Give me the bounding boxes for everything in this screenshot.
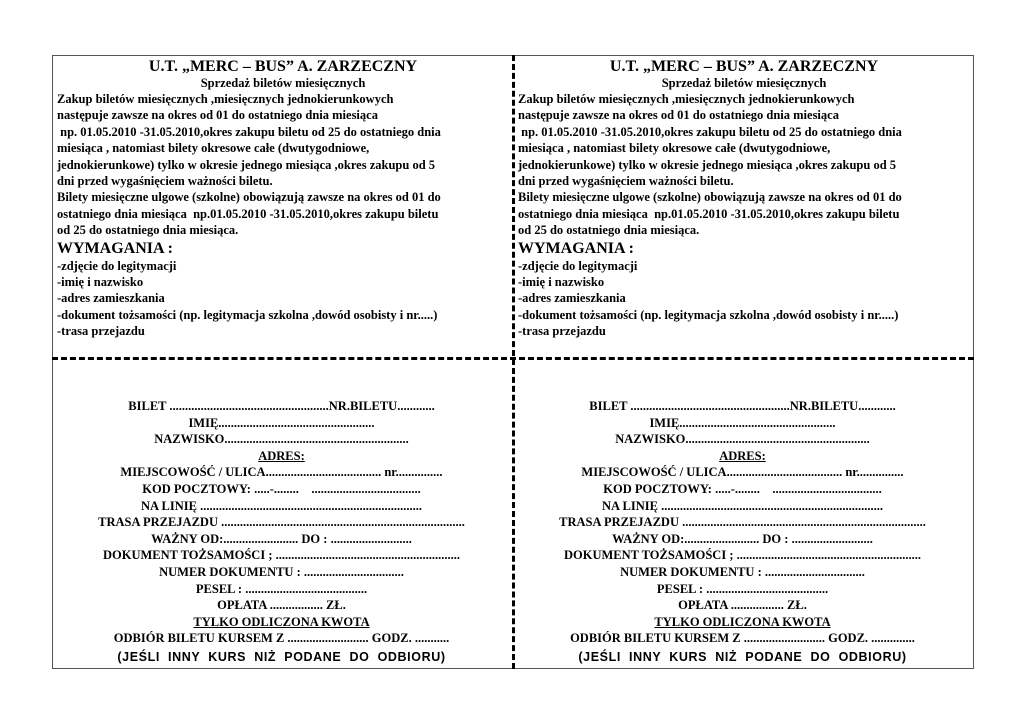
info-line: miesiąca , natomiast bilety okresowe całe (dwutygodniowe, [57,141,370,156]
pesel-field[interactable]: PESEL : ....................................... [195,581,368,596]
postal-code-field[interactable]: KOD POCZTOWY: .....-........ ................................... [142,481,421,496]
id-document-field[interactable]: DOKUMENT TOŻSAMOŚCI ; ........................................................... [103,548,460,563]
requirement-item: -zdjęcie do legitymacji [518,258,638,273]
requirement-item: -dokument tożsamości (np. legitymacja szkolna ,dowód osobisty i nr.....) [57,307,438,322]
requirement-item: -adres zamieszkania [57,291,165,306]
info-line: np. 01.05.2010 -31.05.2010,okres zakupu biletu od 25 do ostatniego dnia [57,124,441,139]
horizontal-cut-line [52,357,974,360]
company-title: U.T. „MERC – BUS” A. ZARZECZNY [609,58,879,75]
document-number-field[interactable]: NUMER DOKUMENTU : ................................ [620,564,865,579]
requirement-item: -imię i nazwisko [57,275,144,290]
id-document-field[interactable]: DOKUMENT TOŻSAMOŚCI ; ........................................................... [564,548,921,563]
address-heading: ADRES: [258,448,305,463]
exact-amount-note: TYLKO ODLICZONA KWOTA [193,614,370,629]
info-line: Bilety miesięczne ulgowe (szkolne) obowiązują zawsze na okres od 01 do [57,190,441,205]
info-line: Zakup biletów miesięcznych ,miesięcznych jednokierunkowych [57,92,394,106]
pickup-note: (JEŚLI INNY KURS NIŻ PODANE DO ODBIORU) [117,649,446,664]
city-street-field[interactable]: MIEJSCOWOŚĆ / ULICA..................................... nr............... [120,465,443,480]
info-line: następuje zawsze na okres od 01 do ostatniego dnia miesiąca [57,108,378,123]
info-line: dni przed wygaśnięciem ważności biletu. [57,174,273,189]
pickup-field[interactable]: ODBIÓR BILETU KURSEM Z .......................... GODZ. ........... [113,631,450,646]
city-street-field[interactable]: MIEJSCOWOŚĆ / ULICA..................................... nr............... [581,465,904,480]
ticket-form-right [515,398,970,666]
ticket-form-left [54,398,509,666]
requirement-item: -dokument tożsamości (np. legitymacja szkolna ,dowód osobisty i nr.....) [518,307,899,322]
address-heading: ADRES: [719,448,766,463]
company-title: U.T. „MERC – BUS” A. ZARZECZNY [148,58,418,75]
pickup-note: (JEŚLI INNY KURS NIŻ PODANE DO ODBIORU) [578,649,907,664]
info-line: jednokierunkowe) tylko w okresie jednego miesiąca ,okres zakupu od 5 [57,157,436,172]
ticket-number-field[interactable]: BILET ...................................................NR.BILETU............ [589,399,896,413]
subtitle: Sprzedaż biletów miesięcznych [200,76,366,90]
info-line: Zakup biletów miesięcznych ,miesięcznych jednokierunkowych [518,92,855,106]
info-line: od 25 do ostatniego dnia miesiąca. [518,223,700,238]
fee-field[interactable]: OPŁATA ................. ZŁ. [678,598,807,613]
postal-code-field[interactable]: KOD POCZTOWY: .....-........ ................................... [603,481,882,496]
requirements-list [57,258,509,340]
info-line: miesiąca , natomiast bilety okresowe całe (dwutygodniowe, [518,141,831,156]
pickup-field[interactable]: ODBIÓR BILETU KURSEM Z .......................... GODZ. .............. [570,631,915,646]
info-line: od 25 do ostatniego dnia miesiąca. [57,223,239,238]
info-line: ostatniego dnia miesiąca np.01.05.2010 -31.05.2010,okres zakupu biletu [57,206,439,221]
route-field[interactable]: TRASA PRZEJAZDU .............................................................................. [559,515,926,530]
ticket-number-field[interactable]: BILET ...................................................NR.BILETU............ [128,399,435,413]
info-line: jednokierunkowe) tylko w okresie jednego miesiąca ,okres zakupu od 5 [518,157,897,172]
info-line: np. 01.05.2010 -31.05.2010,okres zakupu biletu od 25 do ostatniego dnia [518,124,902,139]
first-name-field[interactable]: IMIĘ.................................................. [649,415,836,430]
info-paragraph [518,91,970,239]
subtitle: Sprzedaż biletów miesięcznych [661,76,827,90]
exact-amount-note: TYLKO ODLICZONA KWOTA [654,614,831,629]
last-name-field[interactable]: NAZWISKO........................................................... [615,432,870,447]
validity-field[interactable]: WAŻNY OD:........................ DO : .......................... [151,531,412,546]
info-line: ostatniego dnia miesiąca np.01.05.2010 -31.05.2010,okres zakupu biletu [518,206,900,221]
requirements-heading: WYMAGANIA : [57,239,173,257]
info-panel-left [57,57,509,340]
info-line: następuje zawsze na okres od 01 do ostatniego dnia miesiąca [518,108,839,123]
info-line: dni przed wygaśnięciem ważności biletu. [518,174,734,189]
last-name-field[interactable]: NAZWISKO........................................................... [154,432,409,447]
first-name-field[interactable]: IMIĘ.................................................. [188,415,375,430]
info-panel-right [518,57,970,340]
pesel-field[interactable]: PESEL : ....................................... [656,581,829,596]
document-number-field[interactable]: NUMER DOKUMENTU : ................................ [159,564,404,579]
line-field[interactable]: NA LINIĘ ....................................................................... [141,498,422,513]
requirement-item: -adres zamieszkania [518,291,626,306]
line-field[interactable]: NA LINIĘ ....................................................................... [602,498,883,513]
requirement-item: -imię i nazwisko [518,275,605,290]
info-paragraph [57,91,509,239]
fee-field[interactable]: OPŁATA ................. ZŁ. [217,598,346,613]
validity-field[interactable]: WAŻNY OD:........................ DO : .......................... [612,531,873,546]
requirement-item: -trasa przejazdu [518,324,606,339]
requirements-heading: WYMAGANIA : [518,239,634,257]
requirement-item: -zdjęcie do legitymacji [57,258,177,273]
requirements-list [518,258,970,340]
info-line: Bilety miesięczne ulgowe (szkolne) obowiązują zawsze na okres od 01 do [518,190,902,205]
route-field[interactable]: TRASA PRZEJAZDU .............................................................................. [98,515,465,530]
requirement-item: -trasa przejazdu [57,324,145,339]
